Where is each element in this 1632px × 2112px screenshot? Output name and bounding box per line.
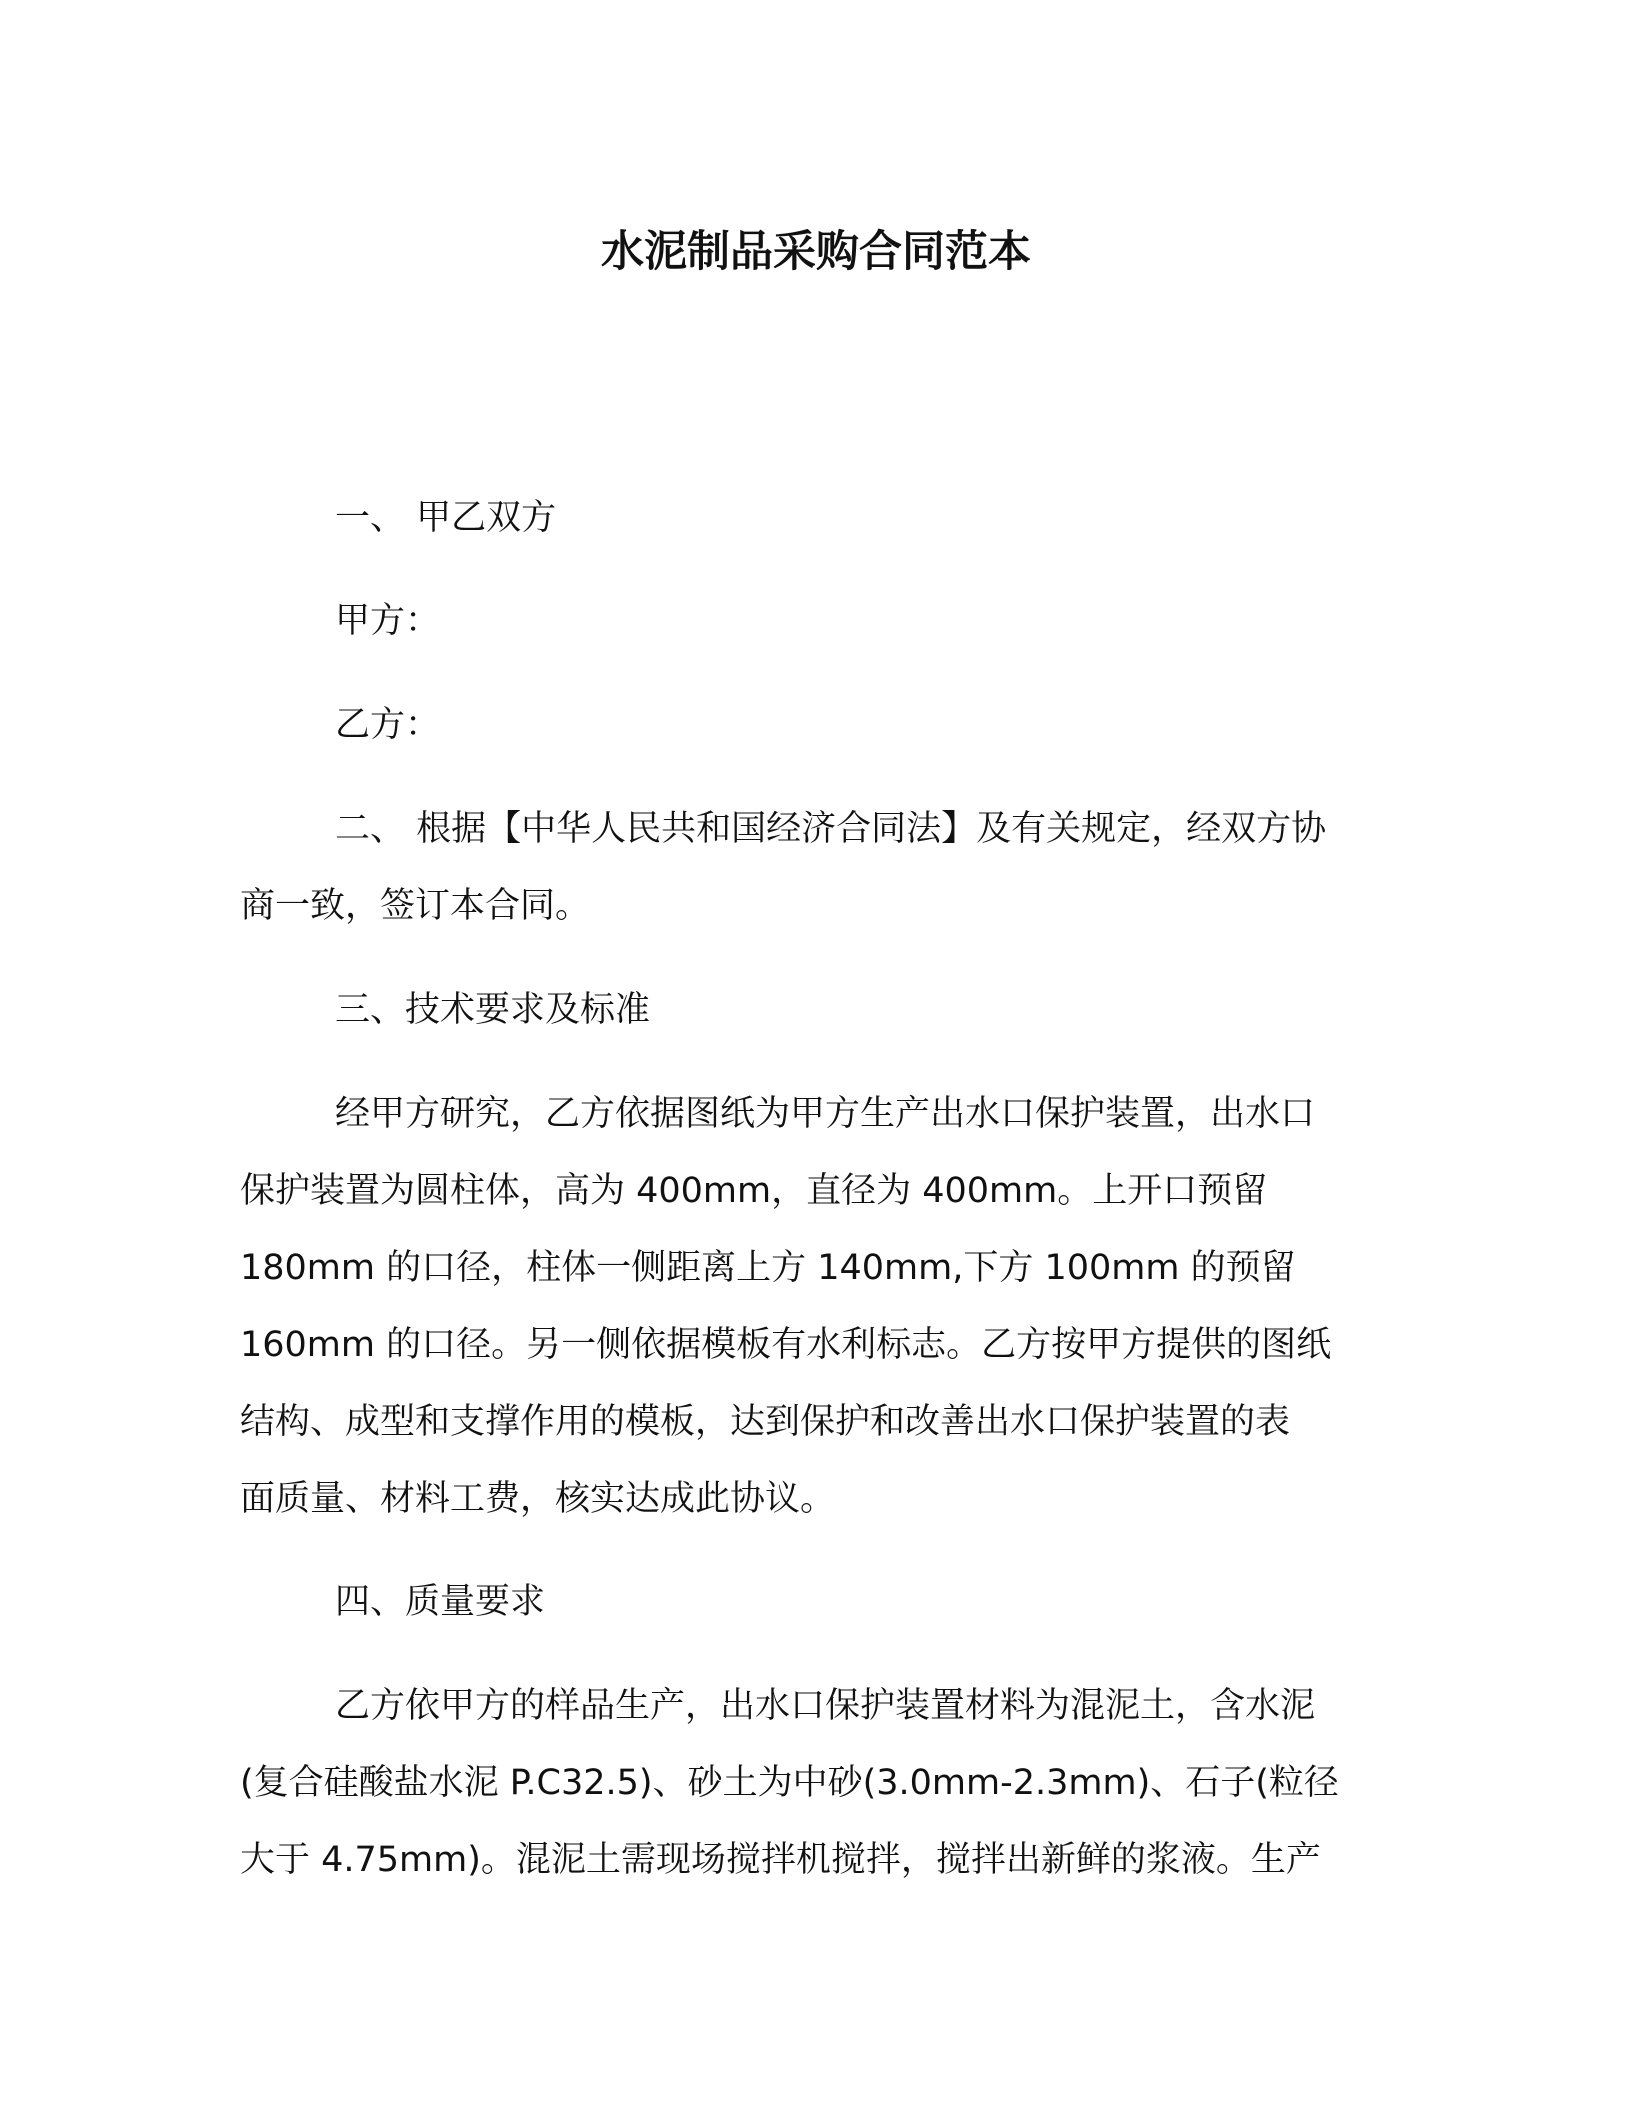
section-3-heading: 三、技术要求及标准: [335, 990, 651, 1030]
section-2-line-2: 商一致，签订本合同。: [240, 886, 591, 926]
section-2-line-1: 二、 根据【中华人民共和国经济合同法】及有关规定，经双方协: [335, 809, 1327, 849]
section-4-line-2: (复合硅酸盐水泥 P.C32.5)、砂土为中砂(3.0mm-2.3mm)、石子(粒径: [240, 1763, 1339, 1803]
section-3-line-5: 结构、成型和支撑作用的模板，达到保护和改善出水口保护装置的表: [240, 1402, 1291, 1442]
party-b-label: 乙方：: [335, 705, 441, 745]
section-3-line-1: 经甲方研究，乙方依据图纸为甲方生产出水口保护装置，出水口: [335, 1094, 1316, 1134]
section-3-line-4: 160mm 的口径。另一侧依据模板有水利标志。乙方按甲方提供的图纸: [240, 1325, 1332, 1365]
section-4-line-3: 大于 4.75mm)。混泥土需现场搅拌机搅拌，搅拌出新鲜的浆液。生产: [240, 1840, 1321, 1880]
party-a-label: 甲方：: [335, 601, 441, 641]
section-3-line-2: 保护装置为圆柱体，高为 400mm，直径为 400mm。上开口预留: [240, 1171, 1268, 1211]
document-title: 水泥制品采购合同范本: [601, 227, 1031, 277]
section-4-heading: 四、质量要求: [335, 1582, 546, 1622]
section-1-heading: 一、 甲乙双方: [335, 498, 557, 538]
section-4-line-1: 乙方依甲方的样品生产，出水口保护装置材料为混泥土，含水泥: [335, 1686, 1316, 1726]
section-3-line-6: 面质量、材料工费，核实达成此协议。: [240, 1479, 836, 1519]
section-3-line-3: 180mm 的口径，柱体一侧距离上方 140mm,下方 100mm 的预留: [240, 1248, 1296, 1288]
